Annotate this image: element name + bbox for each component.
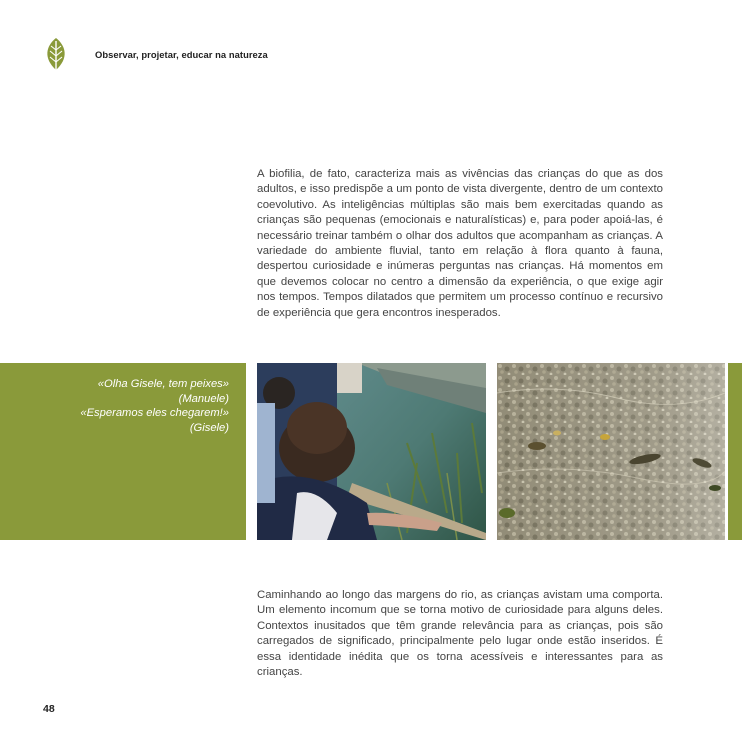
- quote-line: (Manuele): [178, 392, 229, 405]
- right-color-strip: [728, 363, 742, 540]
- quote-line: «Esperamos eles chegarem!»: [80, 407, 229, 420]
- body-paragraph-2: Caminhando ao longo das margens do rio, as crianças avistam uma comporta. Um elemento incomum que se torna motivo de curiosidade para alguns deles. Contextos inusitados que têm grande relevância para as crianças, pois são carregados de significado, principalmente pelo lugar onde estão inseridos. É essa identidade inédita que os torna acessíveis e interessantes para as crianças.: [257, 589, 663, 679]
- quote-line: (Gisele): [189, 421, 229, 434]
- quote-band: [0, 363, 246, 540]
- children-quote: [80, 377, 229, 435]
- leaf-logo-icon: [42, 37, 70, 75]
- photo-fish-in-water: [497, 363, 725, 540]
- running-header-title: Observar, projetar, educar na natureza: [95, 49, 268, 60]
- body-paragraph-1: A biofilia, de fato, caracteriza mais as vivências das crianças do que as dos adultos, e isso predispõe a um ponto de vista divergente, dentro de um contexto coevolutivo. As inteligências múltiplas são mais bem exercitadas quando as crianças são pequenas (emocionais e naturalísticas) e, para poder apoiá-las, é necessário treinar também o olhar dos adultos que acompanham as crianças. A variedade do ambiente fluvial, tanto em relação à flora quanto à fauna, despertou curiosidade e inúmeras perguntas nas crianças. Há momentos em que devemos colocar no centro a dimensão da experiência, o que exige agir nos tempos. Tempos dilatados que permitem um processo contínuo e recursivo de experiência que gera encontros inesperados.: [257, 168, 663, 319]
- page-number: 48: [43, 703, 55, 715]
- photo-children-at-river: [257, 363, 486, 540]
- quote-line: «Olha Gisele, tem peixes»: [97, 378, 229, 390]
